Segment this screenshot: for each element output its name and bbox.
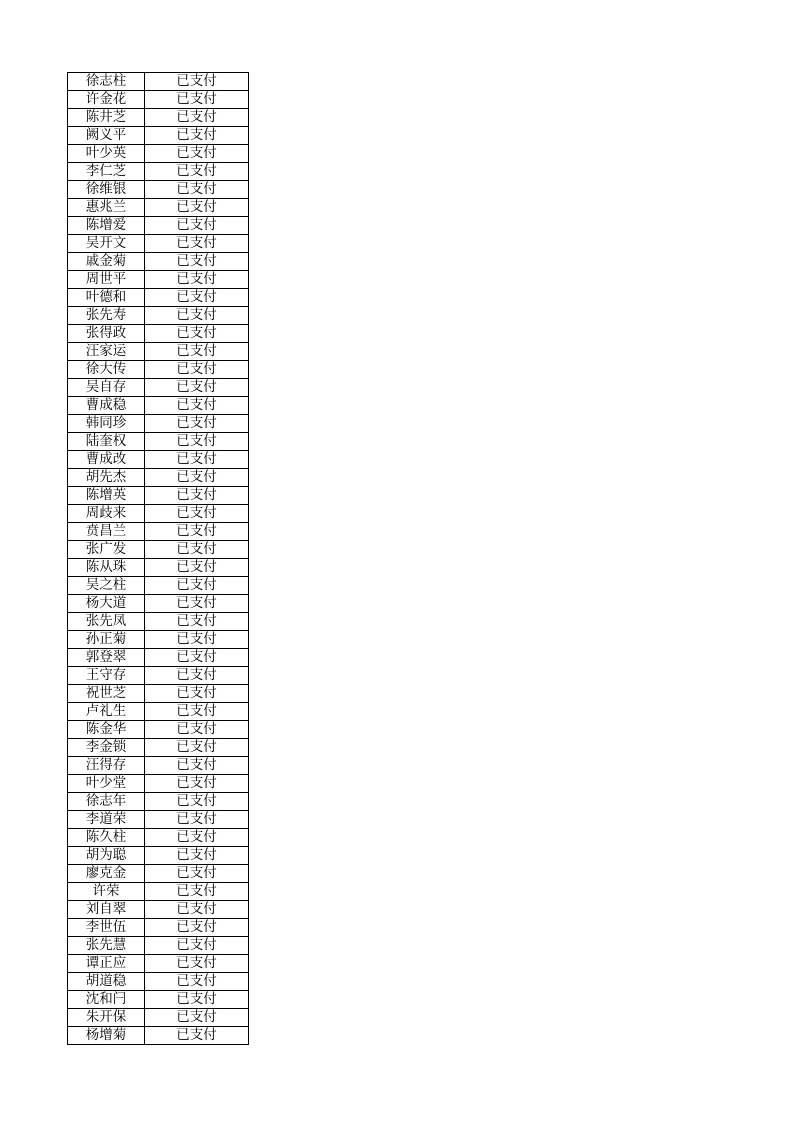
name-cell: 胡先杰 xyxy=(68,469,145,487)
table-row xyxy=(68,919,249,937)
name-cell: 陈金华 xyxy=(68,721,145,739)
table-row xyxy=(68,109,249,127)
table-row xyxy=(68,559,249,577)
name-cell: 许金花 xyxy=(68,91,145,109)
name-cell: 张先凤 xyxy=(68,613,145,631)
payment-status-cell: 已支付 xyxy=(145,181,249,199)
name-cell: 陈增爱 xyxy=(68,217,145,235)
payment-status-cell: 已支付 xyxy=(145,649,249,667)
table-row xyxy=(68,343,249,361)
name-cell: 祝世芝 xyxy=(68,685,145,703)
payment-status-cell: 已支付 xyxy=(145,505,249,523)
table-row xyxy=(68,469,249,487)
table-row xyxy=(68,379,249,397)
name-cell: 徐维银 xyxy=(68,181,145,199)
name-cell: 叶德和 xyxy=(68,289,145,307)
payment-status-cell: 已支付 xyxy=(145,307,249,325)
table-row xyxy=(68,505,249,523)
table-row xyxy=(68,973,249,991)
payment-status-cell: 已支付 xyxy=(145,685,249,703)
name-cell: 李金锁 xyxy=(68,739,145,757)
table-row xyxy=(68,793,249,811)
name-cell: 廖克金 xyxy=(68,865,145,883)
table-row xyxy=(68,325,249,343)
name-cell: 沈和闩 xyxy=(68,991,145,1009)
payment-status-cell: 已支付 xyxy=(145,253,249,271)
name-cell: 孙正菊 xyxy=(68,631,145,649)
payment-status-cell: 已支付 xyxy=(145,991,249,1009)
table-row xyxy=(68,703,249,721)
table-row xyxy=(68,595,249,613)
table-row xyxy=(68,433,249,451)
table-row xyxy=(68,613,249,631)
payment-status-cell: 已支付 xyxy=(145,397,249,415)
payment-status-cell: 已支付 xyxy=(145,721,249,739)
table-row xyxy=(68,649,249,667)
name-cell: 张得政 xyxy=(68,325,145,343)
payment-status-cell: 已支付 xyxy=(145,289,249,307)
payment-status-cell: 已支付 xyxy=(145,973,249,991)
table-row xyxy=(68,163,249,181)
name-cell: 曹成稳 xyxy=(68,397,145,415)
table-row xyxy=(68,199,249,217)
name-cell: 叶少英 xyxy=(68,145,145,163)
payment-status-cell: 已支付 xyxy=(145,1009,249,1027)
name-cell: 卢礼生 xyxy=(68,703,145,721)
payment-status-cell: 已支付 xyxy=(145,937,249,955)
payment-status-cell: 已支付 xyxy=(145,577,249,595)
table-row xyxy=(68,289,249,307)
name-cell: 李道荣 xyxy=(68,811,145,829)
payment-status-cell: 已支付 xyxy=(145,271,249,289)
name-cell: 张广发 xyxy=(68,541,145,559)
payment-status-cell: 已支付 xyxy=(145,127,249,145)
name-cell: 许荣 xyxy=(68,883,145,901)
table-row xyxy=(68,883,249,901)
name-cell: 胡为聪 xyxy=(68,847,145,865)
table-row xyxy=(68,271,249,289)
payment-status-cell: 已支付 xyxy=(145,631,249,649)
name-cell: 吴自存 xyxy=(68,379,145,397)
payment-status-cell: 已支付 xyxy=(145,343,249,361)
name-cell: 吴开文 xyxy=(68,235,145,253)
payment-status-cell: 已支付 xyxy=(145,325,249,343)
payment-status-cell: 已支付 xyxy=(145,559,249,577)
table-body xyxy=(68,73,249,1045)
name-cell: 陈增英 xyxy=(68,487,145,505)
table-row xyxy=(68,739,249,757)
table-row xyxy=(68,217,249,235)
payment-status-cell: 已支付 xyxy=(145,109,249,127)
table-row xyxy=(68,235,249,253)
name-cell: 朱开保 xyxy=(68,1009,145,1027)
payment-status-cell: 已支付 xyxy=(145,163,249,181)
payment-status-cell: 已支付 xyxy=(145,847,249,865)
table-row xyxy=(68,577,249,595)
name-cell: 杨大道 xyxy=(68,595,145,613)
name-cell: 徐志年 xyxy=(68,793,145,811)
name-cell: 戚金菊 xyxy=(68,253,145,271)
table-row xyxy=(68,865,249,883)
payment-status-cell: 已支付 xyxy=(145,757,249,775)
payment-status-cell: 已支付 xyxy=(145,487,249,505)
table-row xyxy=(68,1009,249,1027)
name-cell: 陆奎权 xyxy=(68,433,145,451)
payment-status-cell: 已支付 xyxy=(145,451,249,469)
table-row xyxy=(68,541,249,559)
payment-status-cell: 已支付 xyxy=(145,1027,249,1045)
payment-status-cell: 已支付 xyxy=(145,739,249,757)
table-row xyxy=(68,415,249,433)
payment-status-cell: 已支付 xyxy=(145,811,249,829)
payment-status-cell: 已支付 xyxy=(145,379,249,397)
table-row xyxy=(68,631,249,649)
table-row xyxy=(68,1027,249,1045)
name-cell: 张先慧 xyxy=(68,937,145,955)
payment-status-cell: 已支付 xyxy=(145,235,249,253)
name-cell: 徐志柱 xyxy=(68,73,145,91)
payment-status-cell: 已支付 xyxy=(145,667,249,685)
table-row xyxy=(68,667,249,685)
payment-status-cell: 已支付 xyxy=(145,793,249,811)
payment-status-cell: 已支付 xyxy=(145,901,249,919)
table-row xyxy=(68,73,249,91)
name-cell: 李仁芝 xyxy=(68,163,145,181)
name-cell: 贲昌兰 xyxy=(68,523,145,541)
table-row xyxy=(68,523,249,541)
payment-status-cell: 已支付 xyxy=(145,73,249,91)
payment-status-cell: 已支付 xyxy=(145,613,249,631)
table-row xyxy=(68,451,249,469)
name-cell: 阙义平 xyxy=(68,127,145,145)
payment-status-table xyxy=(67,72,249,1045)
name-cell: 吴之柱 xyxy=(68,577,145,595)
table-row xyxy=(68,685,249,703)
table-row xyxy=(68,991,249,1009)
name-cell: 张先寿 xyxy=(68,307,145,325)
payment-status-cell: 已支付 xyxy=(145,217,249,235)
payment-status-cell: 已支付 xyxy=(145,199,249,217)
table-row xyxy=(68,937,249,955)
payment-status-cell: 已支付 xyxy=(145,469,249,487)
name-cell: 杨增菊 xyxy=(68,1027,145,1045)
table-row xyxy=(68,253,249,271)
name-cell: 周歧来 xyxy=(68,505,145,523)
payment-status-cell: 已支付 xyxy=(145,829,249,847)
payment-status-cell: 已支付 xyxy=(145,145,249,163)
table-row xyxy=(68,361,249,379)
table-row xyxy=(68,955,249,973)
payment-status-cell: 已支付 xyxy=(145,91,249,109)
name-cell: 陈井芝 xyxy=(68,109,145,127)
name-cell: 徐大传 xyxy=(68,361,145,379)
name-cell: 李世伍 xyxy=(68,919,145,937)
name-cell: 郭登翠 xyxy=(68,649,145,667)
name-cell: 曹成改 xyxy=(68,451,145,469)
name-cell: 刘自翠 xyxy=(68,901,145,919)
name-cell: 陈久柱 xyxy=(68,829,145,847)
payment-status-cell: 已支付 xyxy=(145,415,249,433)
payment-status-cell: 已支付 xyxy=(145,433,249,451)
payment-status-cell: 已支付 xyxy=(145,775,249,793)
table-row xyxy=(68,127,249,145)
payment-status-cell: 已支付 xyxy=(145,541,249,559)
name-cell: 汪家运 xyxy=(68,343,145,361)
name-cell: 惠兆兰 xyxy=(68,199,145,217)
name-cell: 韩同珍 xyxy=(68,415,145,433)
table-row xyxy=(68,487,249,505)
table-row xyxy=(68,901,249,919)
name-cell: 胡道稳 xyxy=(68,973,145,991)
name-cell: 叶少堂 xyxy=(68,775,145,793)
table-row xyxy=(68,847,249,865)
table-row xyxy=(68,145,249,163)
payment-status-cell: 已支付 xyxy=(145,361,249,379)
table-row xyxy=(68,181,249,199)
name-cell: 王守存 xyxy=(68,667,145,685)
table-row xyxy=(68,811,249,829)
table-row xyxy=(68,775,249,793)
table-row xyxy=(68,721,249,739)
name-cell: 谭正应 xyxy=(68,955,145,973)
name-cell: 陈从珠 xyxy=(68,559,145,577)
table-row xyxy=(68,397,249,415)
table-row xyxy=(68,307,249,325)
payment-status-cell: 已支付 xyxy=(145,703,249,721)
table-row xyxy=(68,91,249,109)
payment-status-cell: 已支付 xyxy=(145,955,249,973)
name-cell: 汪得存 xyxy=(68,757,145,775)
name-cell: 周世平 xyxy=(68,271,145,289)
table-row xyxy=(68,829,249,847)
table-row xyxy=(68,757,249,775)
payment-status-cell: 已支付 xyxy=(145,523,249,541)
payment-status-cell: 已支付 xyxy=(145,865,249,883)
payment-status-cell: 已支付 xyxy=(145,595,249,613)
payment-status-cell: 已支付 xyxy=(145,883,249,901)
payment-status-cell: 已支付 xyxy=(145,919,249,937)
